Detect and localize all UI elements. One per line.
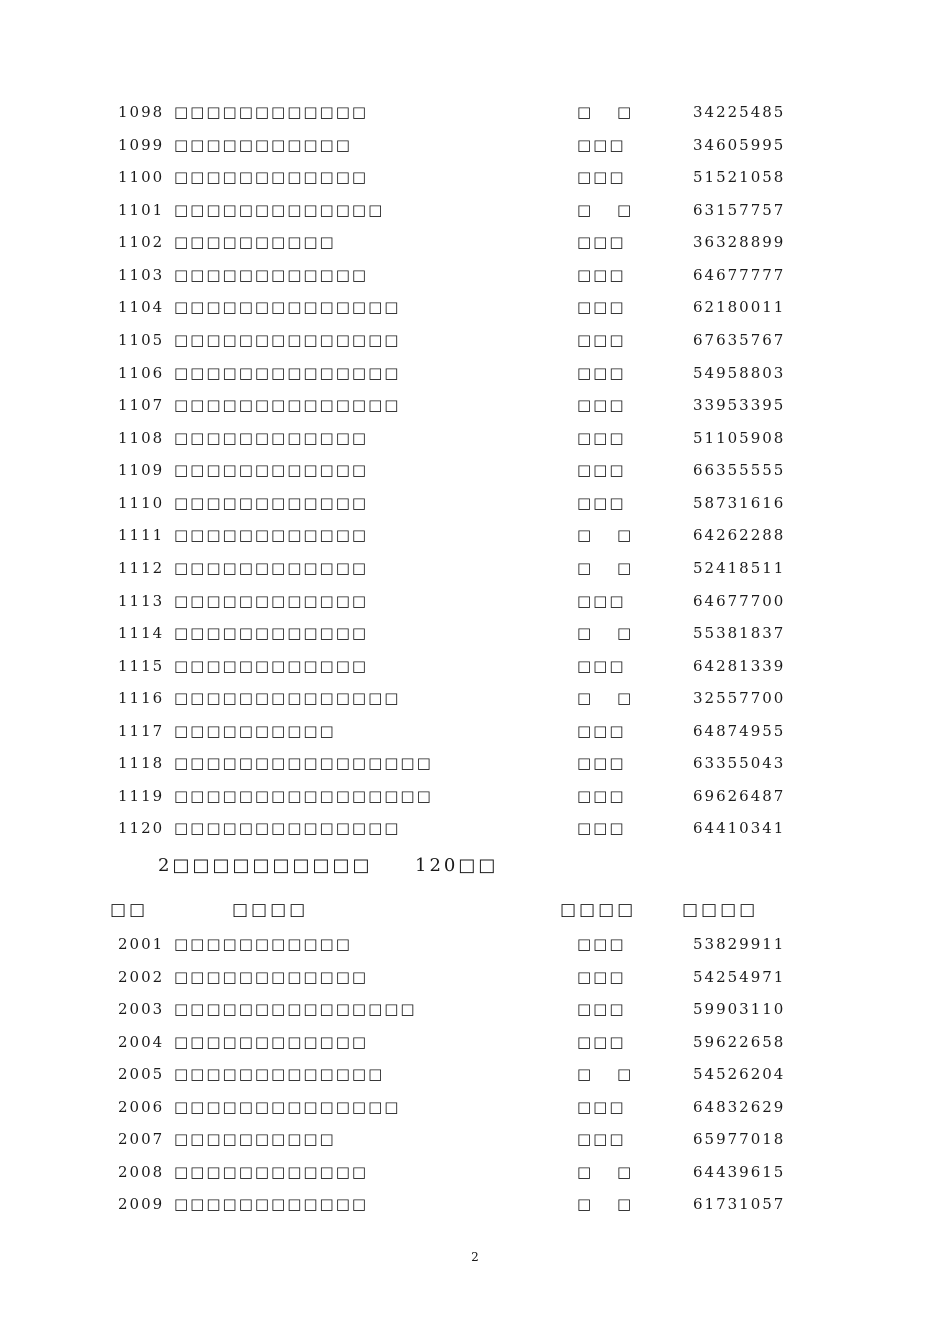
table-row: [0, 96, 950, 128]
row-number: 1112: [118, 559, 165, 577]
row-number: 1108: [118, 429, 165, 447]
page-number: 2: [471, 1250, 479, 1264]
row-name: □□□□□□□□□□□□□: [174, 1065, 385, 1083]
table-row: [0, 487, 950, 519]
row-phone: 33953395: [693, 396, 786, 414]
row-name: □□□□□□□□□□□□□□: [174, 364, 401, 382]
table-row: [0, 422, 950, 454]
row-number: 2005: [118, 1065, 165, 1083]
row-phone: 58731616: [693, 494, 786, 512]
table-row: [0, 161, 950, 193]
row-phone: 64677700: [693, 592, 786, 610]
row-phone: 64874955: [693, 722, 786, 740]
row-phone: 67635767: [693, 331, 786, 349]
table-row: [0, 357, 950, 389]
row-number: 1120: [118, 819, 165, 837]
row-number: 1098: [118, 103, 165, 121]
row-number: 2003: [118, 1000, 165, 1018]
table-row: [0, 389, 950, 421]
row-phone: 59903110: [693, 1000, 786, 1018]
header-number: □□: [110, 900, 149, 920]
header-person: □□□□: [560, 900, 637, 920]
row-phone: 62180011: [693, 298, 786, 316]
row-person: □□□: [577, 136, 626, 154]
row-person: □ □: [577, 1163, 634, 1181]
row-name: □□□□□□□□□□□□□□□□: [174, 754, 433, 772]
row-number: 1116: [118, 689, 165, 707]
table-row: [0, 617, 950, 649]
row-number: 1118: [118, 754, 165, 772]
row-phone: 61731057: [693, 1195, 786, 1213]
row-phone: 34605995: [693, 136, 786, 154]
row-name: □□□□□□□□□□□□□□: [174, 1098, 401, 1116]
row-person: □ □: [577, 689, 634, 707]
row-person: □□□: [577, 266, 626, 284]
row-phone: 59622658: [693, 1033, 786, 1051]
row-name: □□□□□□□□□□□□: [174, 657, 369, 675]
row-name: □□□□□□□□□□□□: [174, 494, 369, 512]
row-person: □ □: [577, 201, 634, 219]
row-name: □□□□□□□□□□: [174, 722, 336, 740]
row-name: □□□□□□□□□□□: [174, 935, 352, 953]
table-header: [0, 894, 950, 926]
row-person: □□□: [577, 429, 626, 447]
row-person: □□□: [577, 1098, 626, 1116]
header-name: □□□□: [232, 900, 309, 920]
table-row: [0, 1026, 950, 1058]
table-row: [0, 259, 950, 291]
row-phone: 52418511: [693, 559, 786, 577]
table-row: [0, 585, 950, 617]
table-row: [0, 682, 950, 714]
table-row: [0, 993, 950, 1025]
row-person: □□□: [577, 168, 626, 186]
row-name: □□□□□□□□□□□□□□: [174, 819, 401, 837]
row-phone: 69626487: [693, 787, 786, 805]
row-person: □ □: [577, 1065, 634, 1083]
row-number: 2007: [118, 1130, 165, 1148]
table-row: [0, 1156, 950, 1188]
row-phone: 66355555: [693, 461, 786, 479]
row-phone: 34225485: [693, 103, 786, 121]
row-number: 1103: [118, 266, 165, 284]
row-person: □□□: [577, 787, 626, 805]
table-row: [0, 226, 950, 258]
row-person: □ □: [577, 1195, 634, 1213]
row-number: 1106: [118, 364, 165, 382]
row-name: □□□□□□□□□□□□: [174, 461, 369, 479]
section-title: [0, 850, 950, 882]
row-person: □□□: [577, 1000, 626, 1018]
table-row: [0, 454, 950, 486]
row-name: □□□□□□□□□□□□: [174, 103, 369, 121]
row-name: □□□□□□□□□□□□: [174, 1033, 369, 1051]
row-person: □□□: [577, 298, 626, 316]
row-name: □□□□□□□□□□□□: [174, 1195, 369, 1213]
table-row: [0, 928, 950, 960]
section-heading: 2□□□□□□□□□□: [158, 855, 373, 876]
row-name: □□□□□□□□□□□□: [174, 592, 369, 610]
table-row: [0, 650, 950, 682]
row-number: 2006: [118, 1098, 165, 1116]
row-name: □□□□□□□□□□□□: [174, 526, 369, 544]
row-person: □□□: [577, 592, 626, 610]
table-row: [0, 1123, 950, 1155]
row-person: □□□: [577, 819, 626, 837]
row-phone: 36328899: [693, 233, 786, 251]
row-phone: 53829911: [693, 935, 786, 953]
row-name: □□□□□□□□□□□□□□: [174, 689, 401, 707]
row-person: □ □: [577, 559, 634, 577]
row-number: 1113: [118, 592, 165, 610]
row-phone: 54254971: [693, 968, 786, 986]
section-count: 120□□: [415, 855, 499, 876]
row-name: □□□□□□□□□□□□: [174, 429, 369, 447]
row-number: 2004: [118, 1033, 165, 1051]
row-phone: 64677777: [693, 266, 786, 284]
row-phone: 54526204: [693, 1065, 786, 1083]
row-number: 1104: [118, 298, 165, 316]
row-number: 2009: [118, 1195, 165, 1213]
row-number: 1111: [118, 526, 165, 544]
row-number: 1101: [118, 201, 165, 219]
row-phone: 64439615: [693, 1163, 786, 1181]
row-person: □□□: [577, 364, 626, 382]
row-name: □□□□□□□□□□□□□: [174, 201, 385, 219]
table-row: [0, 1091, 950, 1123]
row-person: □□□: [577, 461, 626, 479]
table-row: [0, 291, 950, 323]
table-row: [0, 961, 950, 993]
row-person: □□□: [577, 968, 626, 986]
row-phone: 64832629: [693, 1098, 786, 1116]
row-name: □□□□□□□□□□□: [174, 136, 352, 154]
row-name: □□□□□□□□□□: [174, 1130, 336, 1148]
row-phone: 51521058: [693, 168, 786, 186]
row-number: 2001: [118, 935, 165, 953]
row-person: □□□: [577, 1130, 626, 1148]
table-row: [0, 780, 950, 812]
row-number: 2008: [118, 1163, 165, 1181]
table-row: [0, 747, 950, 779]
row-number: 1110: [118, 494, 165, 512]
row-phone: 54958803: [693, 364, 786, 382]
row-person: □□□: [577, 331, 626, 349]
row-name: □□□□□□□□□□□□□□: [174, 396, 401, 414]
row-name: □□□□□□□□□□: [174, 233, 336, 251]
table-row: [0, 129, 950, 161]
row-name: □□□□□□□□□□□□□□: [174, 331, 401, 349]
row-name: □□□□□□□□□□□□: [174, 168, 369, 186]
row-phone: 64281339: [693, 657, 786, 675]
row-person: □□□: [577, 754, 626, 772]
row-number: 1117: [118, 722, 165, 740]
row-person: □□□: [577, 396, 626, 414]
row-phone: 64410341: [693, 819, 786, 837]
row-number: 1114: [118, 624, 165, 642]
header-phone: □□□□: [682, 900, 759, 920]
row-phone: 65977018: [693, 1130, 786, 1148]
table-row: [0, 812, 950, 844]
row-phone: 32557700: [693, 689, 786, 707]
row-name: □□□□□□□□□□□□: [174, 559, 369, 577]
row-person: □□□: [577, 722, 626, 740]
row-number: 1105: [118, 331, 165, 349]
row-phone: 55381837: [693, 624, 786, 642]
row-name: □□□□□□□□□□□□□□□: [174, 1000, 417, 1018]
row-name: □□□□□□□□□□□□: [174, 624, 369, 642]
table-row: [0, 194, 950, 226]
row-person: □□□: [577, 233, 626, 251]
row-phone: 64262288: [693, 526, 786, 544]
table-row: [0, 324, 950, 356]
row-person: □□□: [577, 1033, 626, 1051]
row-person: □ □: [577, 103, 634, 121]
row-name: □□□□□□□□□□□□□□: [174, 298, 401, 316]
row-name: □□□□□□□□□□□□: [174, 968, 369, 986]
row-number: 1099: [118, 136, 165, 154]
row-name: □□□□□□□□□□□□□□□□: [174, 787, 433, 805]
row-person: □ □: [577, 624, 634, 642]
row-number: 1115: [118, 657, 165, 675]
row-number: 1119: [118, 787, 165, 805]
row-number: 1102: [118, 233, 165, 251]
row-phone: 63157757: [693, 201, 786, 219]
row-phone: 51105908: [693, 429, 786, 447]
row-phone: 63355043: [693, 754, 786, 772]
table-row: [0, 1188, 950, 1220]
table-row: [0, 715, 950, 747]
row-name: □□□□□□□□□□□□: [174, 266, 369, 284]
row-number: 2002: [118, 968, 165, 986]
row-number: 1109: [118, 461, 165, 479]
table-row: [0, 1058, 950, 1090]
row-number: 1107: [118, 396, 165, 414]
row-name: □□□□□□□□□□□□: [174, 1163, 369, 1181]
row-person: □□□: [577, 494, 626, 512]
table-row: [0, 519, 950, 551]
row-person: □□□: [577, 657, 626, 675]
table-row: [0, 552, 950, 584]
row-person: □ □: [577, 526, 634, 544]
row-number: 1100: [118, 168, 165, 186]
row-person: □□□: [577, 935, 626, 953]
